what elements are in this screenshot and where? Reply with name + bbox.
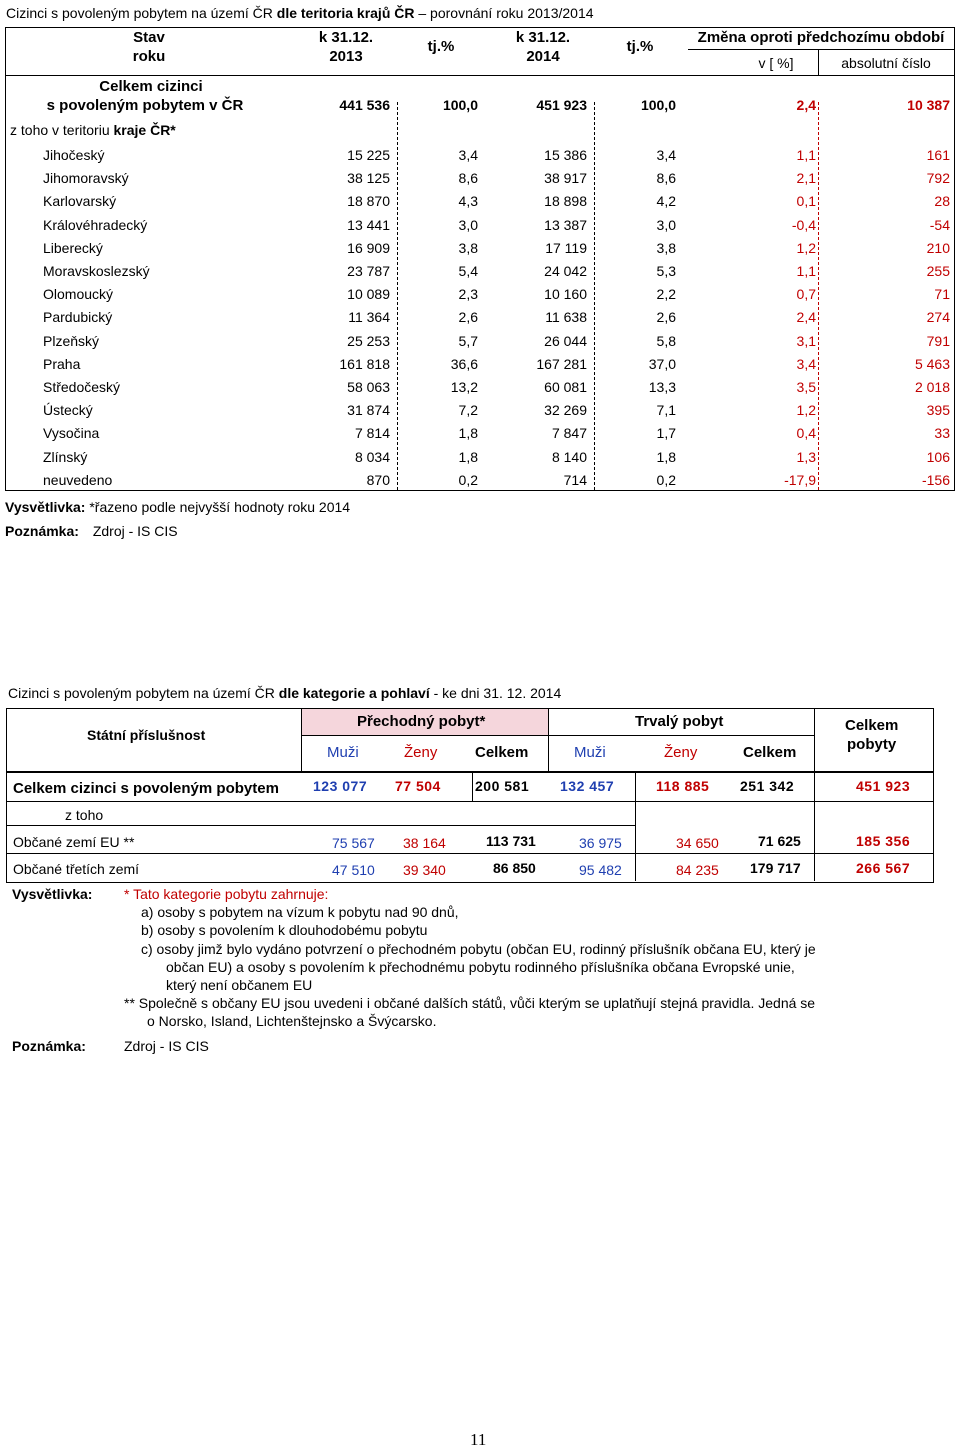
region-name: Plzeňský (43, 332, 100, 349)
eu-zeny-p: 38 164 (403, 835, 446, 851)
region-count-2013: 8 034 (354, 448, 390, 465)
region-pct-2013: 8,6 (458, 170, 478, 187)
region-change-abs: 792 (926, 170, 950, 187)
eu-label: Občané zemí EU ** (13, 834, 135, 850)
ztoho-label: z toho (65, 807, 104, 823)
total-pct-2014: 100,0 (640, 97, 676, 113)
category-table (6, 708, 934, 883)
table1-title-post: – porovnání roku 2013/2014 (414, 5, 594, 21)
region-change-pct: 2,4 (796, 309, 816, 326)
header-pobyty: pobyty (847, 736, 897, 753)
table-row (6, 190, 954, 212)
table-row (6, 376, 954, 398)
note2-label: Poznámka: (5, 523, 79, 539)
subheader-pre: z toho v teritoriu (10, 122, 114, 138)
region-pct-2014: 8,6 (656, 170, 676, 187)
eu-celkem-t: 71 625 (758, 833, 801, 849)
region-pct-2014: 5,8 (656, 332, 676, 349)
header-roku: roku (132, 48, 166, 65)
region-change-pct: 0,4 (796, 425, 816, 442)
total-label: Celkem cizinci s povoleným pobytem (13, 780, 279, 797)
region-pct-2014: 5,3 (656, 263, 676, 279)
region-pct-2014: 4,2 (656, 193, 676, 210)
footnote-b: b) osoby s povolením k dlouhodobému pobytu (141, 922, 428, 938)
header-2013-a: k 31.12. (318, 29, 374, 46)
total-label-1: Celkem cizinci (99, 78, 203, 95)
region-count-2014: 18 898 (544, 193, 587, 210)
total-zeny-t: 118 885 (656, 778, 710, 794)
table-row (6, 330, 954, 352)
total-all: 451 923 (856, 778, 911, 794)
total-label-2: s povoleným pobytem v ČR (46, 97, 244, 114)
header-zeny-2: Ženy (664, 744, 698, 761)
region-count-2014: 32 269 (544, 402, 587, 419)
region-pct-2014: 1,7 (656, 425, 676, 442)
total-change-abs: 10 387 (907, 97, 950, 113)
tz-muzi-t: 95 482 (579, 862, 622, 878)
region-count-2014: 8 140 (551, 448, 587, 465)
region-pct-2013: 36,6 (450, 355, 478, 372)
table-row (6, 144, 954, 166)
total-muzi-t: 132 457 (560, 778, 615, 794)
tz-celkem-p: 86 850 (493, 860, 536, 876)
total-row (6, 94, 954, 116)
region-change-abs: 395 (926, 402, 950, 419)
note1 (5, 499, 350, 515)
region-count-2014: 60 081 (544, 379, 587, 395)
region-count-2013: 161 818 (339, 355, 390, 372)
region-pct-2013: 2,6 (458, 309, 478, 326)
table-row (6, 422, 954, 444)
tz-zeny-p: 39 340 (403, 862, 446, 878)
header-zeny-1: Ženy (404, 744, 438, 761)
table2-title-post: - ke dni 31. 12. 2014 (429, 685, 562, 701)
region-count-2013: 25 253 (347, 332, 390, 349)
region-count-2014: 38 917 (544, 170, 587, 187)
table1-title (6, 5, 594, 21)
tz-zeny-t: 84 235 (676, 862, 719, 878)
eu-zeny-t: 34 650 (676, 835, 719, 851)
region-pct-2013: 4,3 (458, 193, 478, 210)
region-pct-2013: 3,8 (458, 239, 478, 256)
table-row (6, 214, 954, 236)
footnote-c3: který není občanem EU (166, 977, 313, 993)
region-pct-2014: 37,0 (648, 355, 676, 372)
footnote-c2: občan EU) a osoby s povolením k přechodnému pobytu rodinného příslušníka občana Evropské unie, (166, 959, 795, 975)
table2-title-pre: Cizinci s povoleným pobytem na území ČR (8, 685, 279, 701)
region-count-2014: 10 160 (544, 286, 587, 303)
region-count-2013: 10 089 (347, 286, 390, 303)
header-2013-b: 2013 (329, 48, 363, 65)
header-celkem-2: Celkem (743, 744, 797, 761)
eu-total: 185 356 (856, 833, 911, 849)
region-name: Moravskoslezský (43, 263, 150, 279)
footnote-ss2: o Norsko, Island, Lichtenštejnsko a Švýcarsko. (147, 1013, 437, 1029)
region-change-abs: 5 463 (914, 355, 950, 372)
note1-label: Vysvětlivka: (5, 499, 86, 515)
total-change-pct: 2,4 (796, 97, 816, 113)
header-celkem: Celkem (845, 717, 899, 734)
region-pct-2013: 1,8 (458, 448, 478, 465)
region-pct-2014: 3,4 (656, 147, 676, 163)
subheader-bold: kraje ČR* (113, 122, 176, 138)
region-pct-2014: 2,6 (656, 309, 676, 326)
region-count-2013: 7 814 (354, 425, 390, 442)
region-count-2014: 167 281 (536, 355, 587, 372)
region-change-abs: 161 (926, 147, 950, 163)
region-count-2014: 15 386 (544, 147, 587, 163)
region-pct-2013: 5,4 (458, 263, 478, 279)
total-celkem-p: 200 581 (475, 778, 530, 794)
header-celkem-1: Celkem (475, 744, 529, 761)
header-muzi-1: Muži (327, 744, 359, 761)
region-change-abs: 28 (934, 193, 950, 210)
region-change-pct: -0,4 (791, 216, 816, 233)
eu-celkem-p: 113 731 (486, 833, 536, 849)
table-row (6, 237, 954, 259)
region-count-2013: 13 441 (347, 216, 390, 233)
region-count-2013: 16 909 (347, 239, 390, 256)
page-number: 11 (470, 1430, 487, 1449)
header-v-pct: v [ %] (758, 55, 794, 71)
region-name: Olomoucký (43, 286, 114, 303)
region-change-abs: 210 (926, 239, 950, 256)
region-count-2014: 13 387 (544, 216, 587, 233)
region-pct-2014: 3,0 (656, 216, 676, 233)
region-pct-2013: 0,2 (458, 471, 478, 488)
region-name: Jihomoravský (43, 170, 129, 187)
table-row (6, 167, 954, 189)
header-stav: Stav (133, 29, 165, 46)
header-tj-1: tj.% (427, 38, 455, 55)
region-change-abs: 274 (926, 309, 950, 326)
region-name: Jihočeský (43, 147, 105, 163)
tz-total: 266 567 (856, 860, 911, 876)
region-name: Královéhradecký (43, 216, 148, 233)
region-count-2014: 24 042 (544, 263, 587, 279)
header-prechodny: Přechodný pobyt* (357, 713, 486, 730)
region-change-abs: 71 (934, 286, 950, 303)
tz-celkem-t: 179 717 (750, 860, 801, 876)
region-name: Zlínský (43, 448, 88, 465)
region-pct-2013: 2,3 (458, 286, 478, 303)
footnote-ss1: ** Společně s občany EU jsou uvedeni i občané dalších států, vůči kterým se uplatňují stejná pravidla. Jedná se (124, 995, 816, 1011)
footnote-a: a) osoby s pobytem na vízum k pobytu nad 90 dnů, (141, 904, 459, 920)
region-count-2013: 23 787 (347, 263, 390, 279)
footnote-c1: c) osoby jimž bylo vydáno potvrzení o přechodném pobytu (občan EU, rodinný příslušník občana EU, který je (141, 941, 816, 957)
region-change-pct: -17,9 (784, 471, 816, 488)
region-change-abs: 791 (926, 332, 950, 349)
table-row (6, 469, 954, 491)
table-row (6, 260, 954, 282)
footnote-star: * Tato kategorie pobytu zahrnuje: (124, 886, 329, 902)
region-change-pct: 1,1 (796, 147, 816, 163)
region-pct-2014: 3,8 (656, 239, 676, 256)
region-pct-2014: 0,2 (656, 471, 676, 488)
region-change-abs: 2 018 (914, 379, 950, 395)
region-count-2013: 15 225 (347, 147, 390, 163)
region-count-2013: 870 (366, 471, 390, 488)
region-count-2014: 714 (563, 471, 587, 488)
region-change-abs: -54 (929, 216, 950, 233)
eu-muzi-t: 36 975 (579, 835, 622, 851)
region-count-2013: 31 874 (347, 402, 390, 419)
region-pct-2013: 1,8 (458, 425, 478, 442)
header-abs: absolutní číslo (841, 55, 931, 71)
region-change-pct: 3,4 (796, 355, 816, 372)
footnote-pozn-text: Zdroj - IS CIS (124, 1038, 209, 1054)
region-pct-2013: 13,2 (450, 379, 478, 395)
footnote-vysv-label: Vysvětlivka: (12, 886, 93, 902)
region-pct-2014: 7,1 (656, 402, 676, 419)
region-count-2014: 17 119 (545, 239, 587, 256)
total-2013: 441 536 (339, 97, 390, 113)
region-name: Vysočina (43, 425, 100, 442)
eu-muzi-p: 75 567 (332, 835, 375, 851)
region-pct-2013: 7,2 (458, 402, 478, 419)
region-count-2013: 38 125 (347, 170, 390, 187)
region-pct-2014: 2,2 (656, 286, 676, 303)
note2 (5, 523, 178, 539)
table-row (6, 283, 954, 305)
region-change-pct: 0,7 (796, 286, 816, 303)
region-change-pct: 1,2 (796, 402, 816, 419)
region-name: Pardubický (43, 309, 113, 326)
regions-table (5, 27, 955, 491)
region-pct-2013: 3,0 (458, 216, 478, 233)
region-change-pct: 1,1 (796, 263, 816, 279)
region-change-abs: 106 (926, 448, 950, 465)
region-count-2013: 18 870 (347, 193, 390, 210)
note2-text: Zdroj - IS CIS (92, 523, 178, 539)
table1-title-bold: dle teritoria krajů ČR (276, 5, 415, 21)
tz-muzi-p: 47 510 (332, 862, 375, 878)
table-row (6, 306, 954, 328)
header-muzi-2: Muži (574, 744, 606, 761)
region-count-2014: 7 847 (551, 425, 587, 442)
total-zeny-p: 77 504 (395, 778, 441, 794)
region-change-pct: 3,5 (796, 379, 816, 395)
total-celkem-t: 251 342 (740, 778, 795, 794)
region-name: Liberecký (43, 239, 103, 256)
region-pct-2014: 1,8 (656, 448, 676, 465)
note1-text: *řazeno podle nejvyšší hodnoty roku 2014 (89, 499, 351, 515)
header-zmena: Změna oproti předchozímu období (697, 29, 945, 46)
table2-title (8, 685, 561, 701)
total-pct-2013: 100,0 (442, 97, 478, 113)
footnote-pozn-label: Poznámka: (12, 1038, 86, 1054)
region-change-pct: 0,1 (796, 193, 816, 210)
region-pct-2013: 3,4 (458, 147, 478, 163)
region-pct-2014: 13,3 (648, 379, 676, 395)
table-row (6, 399, 954, 421)
region-count-2013: 58 063 (347, 379, 390, 395)
region-change-pct: 2,1 (796, 170, 816, 187)
region-change-pct: 1,2 (796, 239, 816, 256)
region-name: Ústecký (43, 402, 93, 419)
region-name: Praha (43, 355, 81, 372)
table2-title-bold: dle kategorie a pohlaví (278, 685, 430, 701)
region-pct-2013: 5,7 (458, 332, 478, 349)
total-muzi-p: 123 077 (313, 778, 368, 794)
region-change-abs: -156 (921, 471, 950, 488)
header-statni: Státní příslušnost (87, 727, 206, 743)
header-trvaly: Trvalý pobyt (635, 713, 724, 730)
region-change-abs: 255 (926, 263, 950, 279)
region-change-abs: 33 (934, 425, 950, 442)
header-2014-b: 2014 (526, 48, 560, 65)
header-2014-a: k 31.12. (515, 29, 571, 46)
header-tj-2: tj.% (626, 38, 654, 55)
table1-title-pre: Cizinci s povoleným pobytem na území ČR (6, 5, 277, 21)
region-count-2014: 26 044 (544, 332, 587, 349)
region-change-pct: 1,3 (796, 448, 816, 465)
tz-label: Občané třetích zemí (13, 861, 140, 877)
total-2014: 451 923 (536, 97, 587, 113)
region-count-2014: 11 638 (545, 309, 587, 326)
region-name: Středočeský (43, 379, 121, 395)
region-count-2013: 11 364 (348, 309, 390, 326)
table-row (6, 446, 954, 468)
table-row (6, 353, 954, 375)
subheader (10, 122, 176, 138)
region-name: Karlovarský (43, 193, 117, 210)
region-change-pct: 3,1 (796, 332, 816, 349)
region-name: neuvedeno (43, 471, 113, 488)
